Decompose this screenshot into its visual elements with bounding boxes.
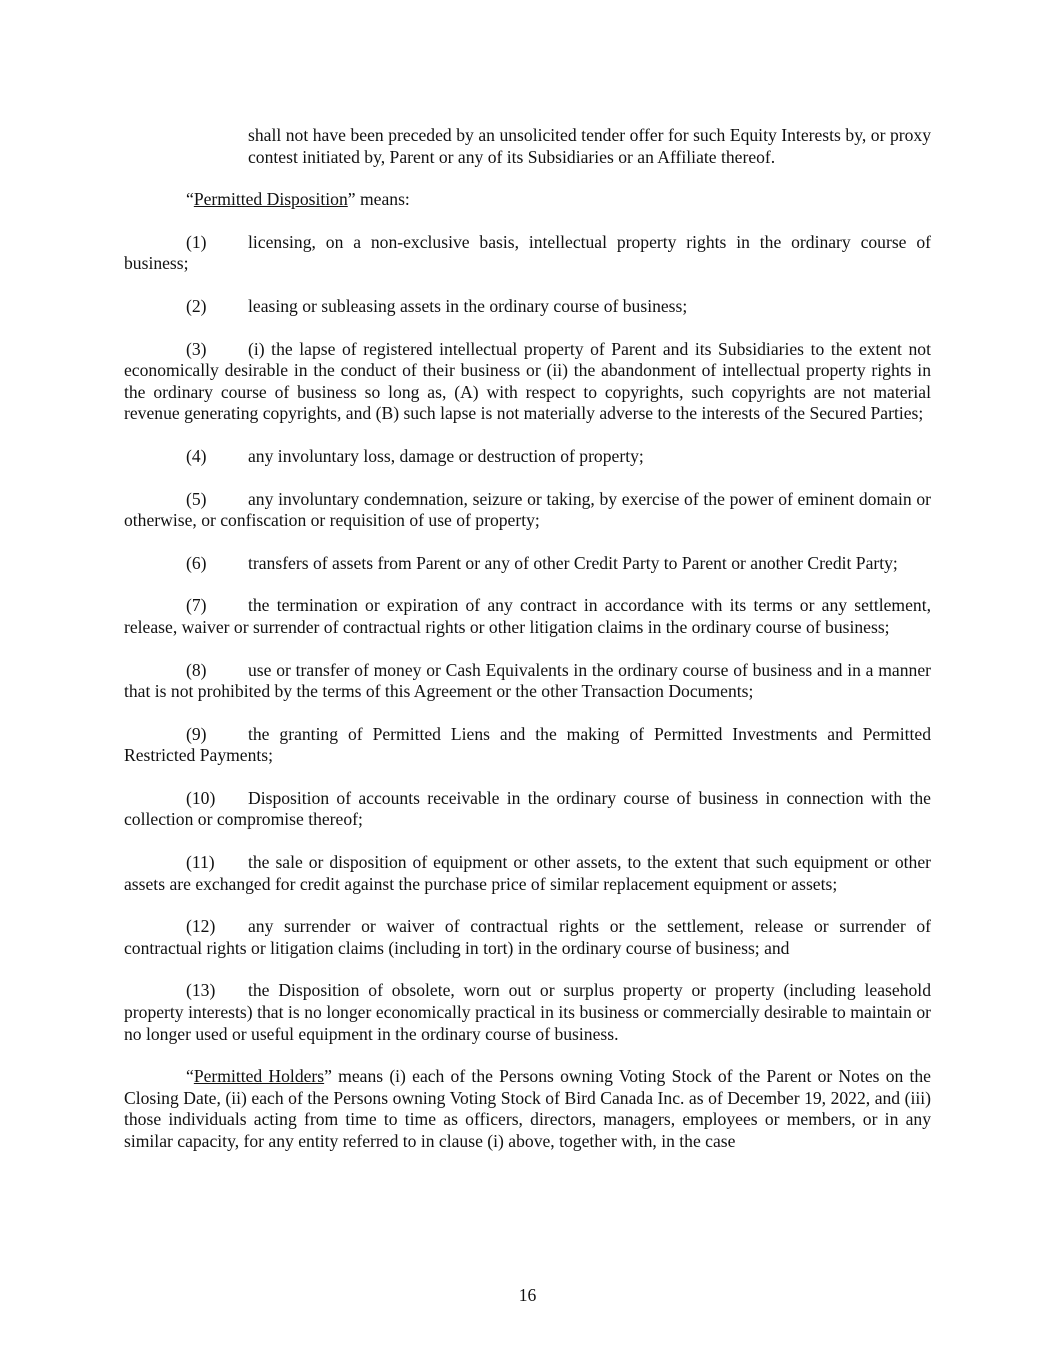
item-number: (13) bbox=[186, 980, 216, 1001]
list-item bbox=[124, 916, 931, 959]
definition-permitted-disposition bbox=[124, 189, 931, 211]
item-number: (7) bbox=[186, 595, 207, 616]
item-text: use or transfer of money or Cash Equivalents in the ordinary course of business and in a manner that is not prohibited by the terms of this Agreement or the other Transaction Documents; bbox=[124, 659, 931, 702]
item-text: licensing, on a non-exclusive basis, intellectual property rights in the ordinary course of business; bbox=[124, 231, 931, 274]
list-item bbox=[124, 489, 931, 532]
item-text: transfers of assets from Parent or any of other Credit Party to Parent or another Credit Party; bbox=[248, 552, 898, 573]
item-number: (8) bbox=[186, 659, 207, 680]
item-text: Disposition of accounts receivable in the ordinary course of business in connection with the collection or compromise thereof; bbox=[124, 787, 931, 830]
item-number: (2) bbox=[186, 295, 207, 316]
list-item bbox=[124, 852, 931, 895]
list-item bbox=[124, 660, 931, 703]
list-item bbox=[124, 296, 931, 318]
item-number: (12) bbox=[186, 916, 216, 937]
continuation-paragraph: shall not have been preceded by an unsolicited tender offer for such Equity Interests by, or proxy contest initiated by, Parent or any of its Subsidiaries or an Affiliate thereof. bbox=[248, 125, 931, 167]
document-page bbox=[124, 125, 931, 1153]
list-item bbox=[124, 788, 931, 831]
item-text: the sale or disposition of equipment or other assets, to the extent that such equipment or other assets are exchanged for credit against the purchase price of similar replacement equipment or assets; bbox=[124, 852, 931, 894]
list-item bbox=[124, 232, 931, 275]
list-item bbox=[124, 724, 931, 767]
list-item bbox=[124, 446, 931, 468]
item-number: (1) bbox=[186, 231, 207, 252]
list-item bbox=[124, 980, 931, 1045]
item-number: (10) bbox=[186, 787, 216, 808]
item-number: (9) bbox=[186, 723, 207, 744]
open-quote: “ bbox=[186, 1066, 194, 1087]
item-text: any involuntary loss, damage or destruction of property; bbox=[248, 445, 644, 466]
item-number: (5) bbox=[186, 488, 207, 509]
page-number: 16 bbox=[518, 1285, 537, 1305]
item-number: (6) bbox=[186, 552, 207, 573]
definition-body: ” means (i) each of the Persons owning Voting Stock of the Parent or Notes on the Closing Date, (ii) each of the Persons owning Voting Stock of Bird Canada Inc. as of December 19, 2022, and (iii) those individuals acting from time to time as officers, directors, managers, employees or members, or in any similar capacity, for any entity referred to in clause (i) above, together with, in the case bbox=[124, 1066, 931, 1151]
item-number: (3) bbox=[186, 338, 207, 359]
defined-term: Permitted Holders bbox=[193, 1066, 325, 1087]
definition-permitted-holders bbox=[124, 1066, 931, 1152]
item-number: (11) bbox=[186, 852, 215, 873]
item-text: the granting of Permitted Liens and the making of Permitted Investments and Permitted Restricted Payments; bbox=[124, 723, 931, 766]
item-text: any surrender or waiver of contractual rights or the settlement, release or surrender of contractual rights or litigation claims (including in tort) in the ordinary course of business; and bbox=[124, 916, 931, 958]
definition-lead: ” means: bbox=[347, 189, 410, 210]
item-text: leasing or subleasing assets in the ordinary course of business; bbox=[248, 295, 688, 316]
list-item bbox=[124, 595, 931, 638]
item-text: any involuntary condemnation, seizure or taking, by exercise of the power of eminent domain or otherwise, or confiscation or requisition of use of property; bbox=[124, 488, 931, 531]
defined-term: Permitted Disposition bbox=[193, 189, 348, 210]
open-quote: “ bbox=[186, 189, 194, 210]
item-text: the termination or expiration of any contract in accordance with its terms or any settlement, release, waiver or surrender of contractual rights or other litigation claims in the ordinary course of business; bbox=[124, 595, 931, 637]
list-item bbox=[124, 553, 931, 575]
item-text: (i) the lapse of registered intellectual property of Parent and its Subsidiaries to the extent not economically desirable in the conduct of their business or (ii) the abandonment of intellectual property rights in the ordinary course of business so long as, (A) with respect to copyrights, such copyrights are not material revenue generating copyrights, and (B) such lapse is not materially adverse to the interests of the Secured Parties; bbox=[124, 338, 931, 424]
list-item bbox=[124, 339, 931, 425]
item-number: (4) bbox=[186, 445, 207, 466]
item-text: the Disposition of obsolete, worn out or surplus property or property (including leasehold property interests) that is no longer economically practical in its business or commercially desirable to maintain or no longer used or useful equipment in the ordinary course of business. bbox=[124, 980, 931, 1044]
